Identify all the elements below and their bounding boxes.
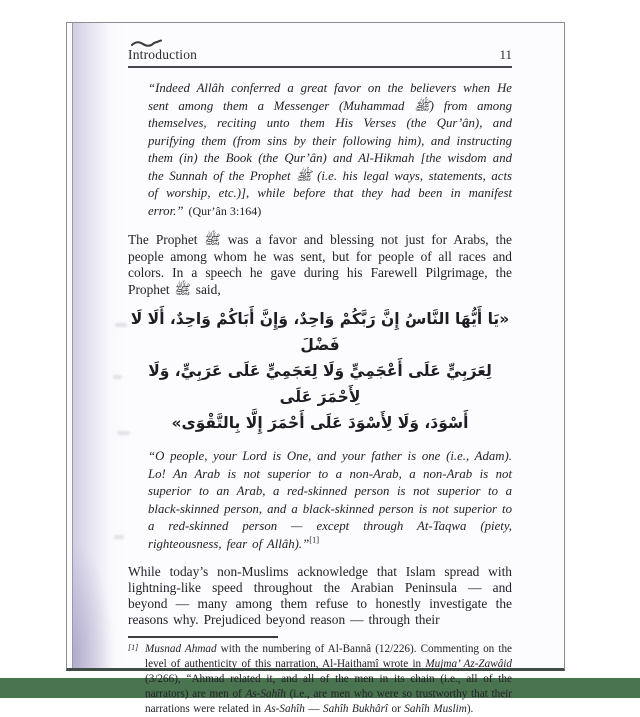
arabic-line-3: أَسْوَدَ، وَلَا لِأَسْوَدَ عَلَى أَحْمَرَ إِلَّا بِالتَّقْوَى» xyxy=(171,414,469,432)
footnote-separator xyxy=(128,636,278,638)
quran-quote xyxy=(148,80,512,220)
footnote xyxy=(128,642,512,717)
hadith-translation xyxy=(148,448,512,553)
arabic-line-1: «يَا أَيُّهَا النَّاسُ إِنَّ رَبَّكُمْ وَاحِدٌ، وَإِنَّ أَبَاكُمْ وَاحِدٌ، أَلَا لَا فَضْلَ xyxy=(130,310,510,354)
page-content xyxy=(128,23,512,717)
running-header-title: Introduction xyxy=(128,47,198,62)
body-paragraph-2: While today’s non-Muslims acknowledge that Islam spread with lightning-like speed throughout the Arabian Peninsula — and beyond — many among them refuse to honestly investigate the reasons why. Prejudiced beyond reason — through their xyxy=(128,564,512,627)
page-header xyxy=(128,47,512,63)
hadith-translation-text: “O people, your Lord is One, and your father is one (i.e., Adam). Lo! An Arab is not superior to a non-Arab, a non-Arab is not superior to an Arab, a red-skinned person is not superior to a black-skinned person, and a black-skinned person is not superior to a red-skinned person — except through At-Taqwa (piety, righteousness, fear of Allâh).” xyxy=(148,449,512,551)
footnote-marker: [1] xyxy=(128,643,139,652)
arabic-line-2: لِعَرَبِيٍّ عَلَى أَعْجَمِيٍّ وَلَا لِعَجَمِيٍّ عَلَى عَرَبِيٍّ، وَلَا لِأَحْمَرَ عَلَى xyxy=(148,362,492,406)
quran-quote-text: “Indeed Allâh conferred a great favor on the believers when He sent among them a Messenger (Muhammad ﷺ) from among themselves, reciting unto them His Verses (the Qur’ân), and purifying them (from sins by their following him), and instructing them (in) the Book (the Qur’ân) and Al-Hikmah [the wisdom and the Sunnah of the Prophet ﷺ (i.e. his legal ways, statements, acts of worship, etc.)], while before that they had been in manifest error.” xyxy=(148,81,512,218)
pen-scribble-icon xyxy=(130,35,164,53)
book-page-scan xyxy=(66,22,565,715)
body-paragraph-1: The Prophet ﷺ was a favor and blessing not just for Arabs, the people among whom he was sent, but for people of all races and colors. In a speech he gave during his Farewell Pilgrimage, the Prophet ﷺ said, xyxy=(128,232,513,297)
quran-citation: (Qur’ân 3:164) xyxy=(188,203,262,218)
scan-smudge xyxy=(115,323,127,327)
hadith-arabic xyxy=(128,306,512,436)
header-rule xyxy=(128,66,512,68)
scan-smudge xyxy=(114,535,124,539)
gutter-shadow xyxy=(73,23,125,668)
footnote-ref: [1] xyxy=(309,534,320,545)
page-number: 11 xyxy=(499,47,512,62)
footnote-text: Musnad Ahmad with the numbering of Al-Bannâ (12/226). Commenting on the level of authenticity of this narration, Al-Haithamî wrote in Mujma’ Az-Zawâid (3/266), “Ahmad related it, and all of the men in its chain (i.e., all of the narrators) are men of As-Sahîh (i.e., are men who were so trustworthy that their narrations were related in As-Sahîh — Sahîh Bukhârî or Sahîh Muslim). xyxy=(145,643,512,715)
scan-smudge xyxy=(113,375,122,379)
